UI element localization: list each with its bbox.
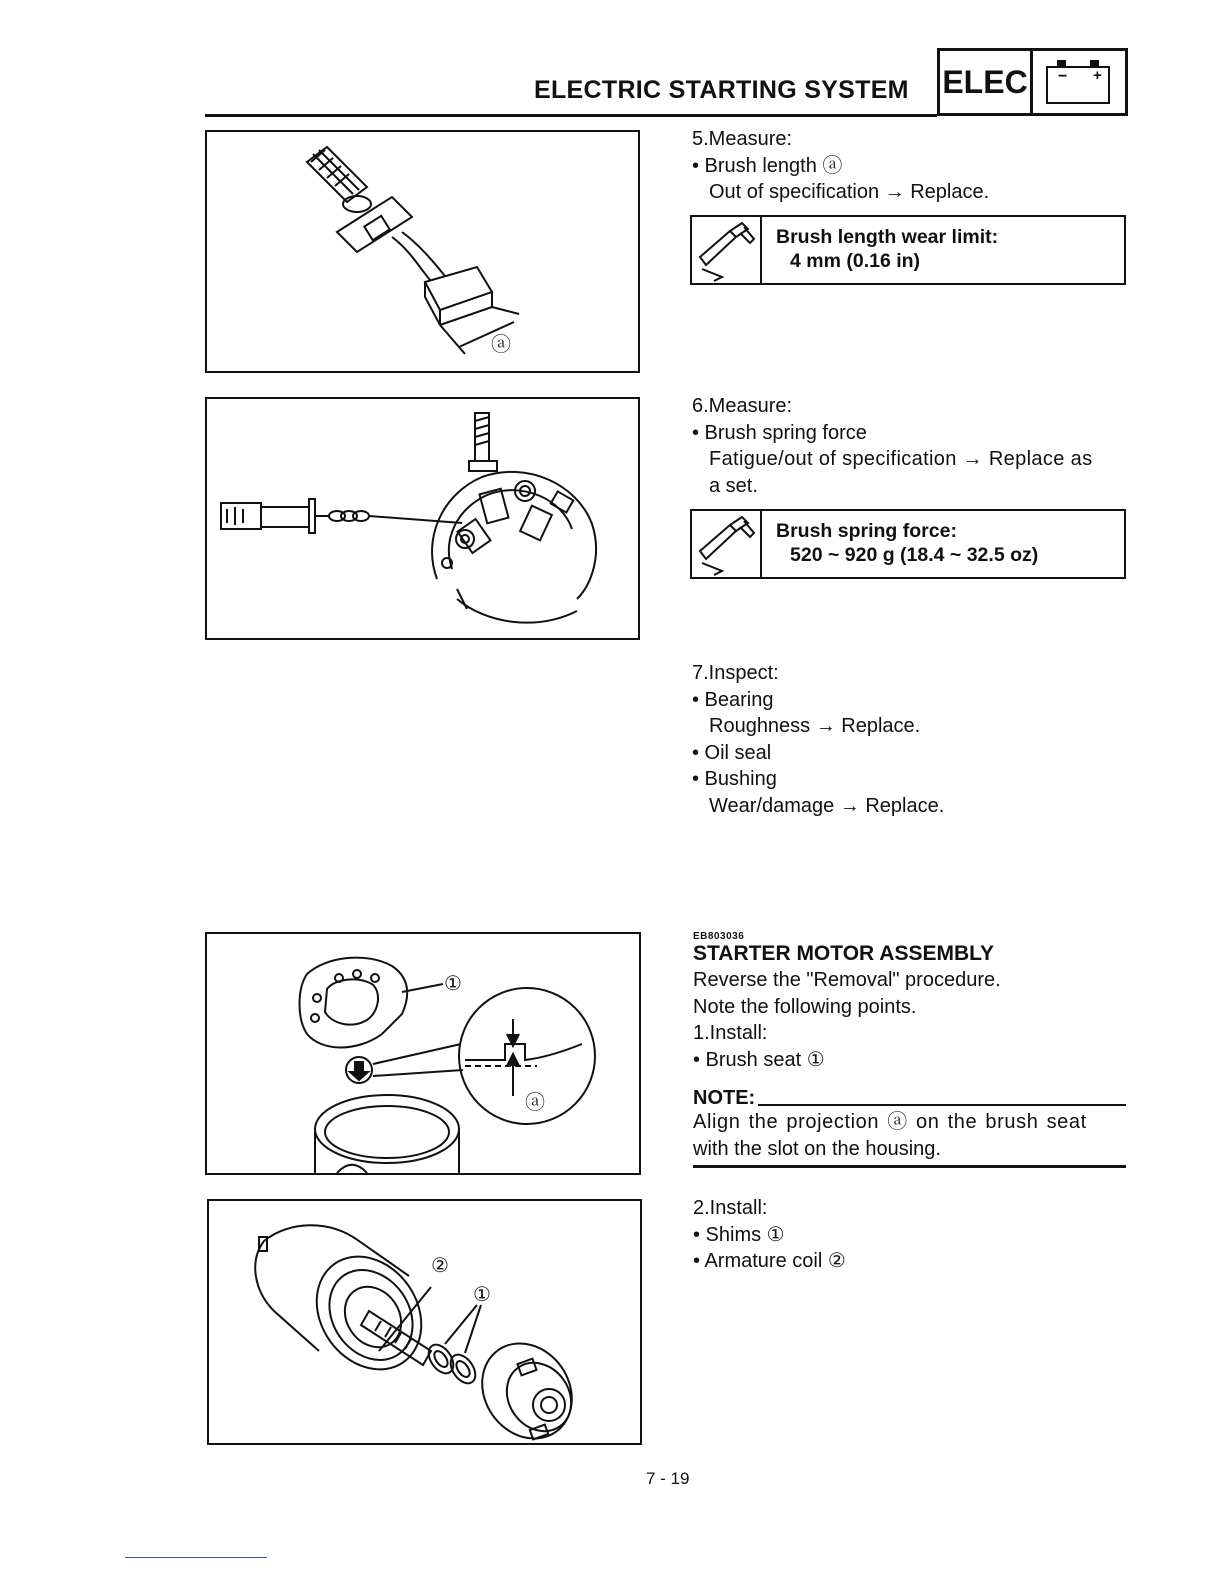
step6-text xyxy=(692,393,1092,499)
brush-diagram xyxy=(207,132,638,371)
page-number: 7 - 19 xyxy=(646,1469,690,1488)
note-line-1: Align the projection ⓐ on the brush seat xyxy=(693,1111,1087,1133)
install2-item-1: • Shims ① xyxy=(693,1223,785,1246)
figure-brush-length xyxy=(205,130,640,373)
spec1-value: 4 mm (0.16 in) xyxy=(790,250,921,272)
footer-rule xyxy=(125,1557,267,1558)
note-label: NOTE: xyxy=(693,1087,756,1109)
spec-box-spring-force xyxy=(690,509,1126,579)
figure-armature xyxy=(207,1199,642,1445)
step6-heading: 6.Measure: xyxy=(692,395,793,417)
battery-icon xyxy=(1033,51,1125,113)
step7-item-2: • Oil seal xyxy=(692,741,772,764)
spec2-value: 520 ~ 920 g (18.4 ~ 32.5 oz) xyxy=(790,544,1039,566)
header-rule xyxy=(205,114,937,117)
install1-heading: 1.Install: xyxy=(693,1022,768,1044)
step5-text xyxy=(692,126,989,206)
install2-text xyxy=(693,1195,846,1275)
figure-spring-force xyxy=(205,397,640,640)
step7-detail-3: Wear/damage → Replace. xyxy=(709,794,945,817)
step6-item: • Brush spring force xyxy=(692,421,867,444)
battery-plus: + xyxy=(1093,67,1102,84)
assembly-text xyxy=(693,967,1001,1073)
step6-detail-2: a set. xyxy=(709,474,758,497)
step7-item-3: • Bushing xyxy=(692,768,777,790)
note-text xyxy=(693,1109,1087,1162)
section-badge: ELEC xyxy=(937,48,1033,116)
battery-badge xyxy=(1033,48,1128,116)
install2-item-2: • Armature coil ② xyxy=(693,1250,846,1272)
spec-box-brush-length xyxy=(690,215,1126,285)
battery-minus: − xyxy=(1058,68,1068,85)
assembly-line-2: Note the following points. xyxy=(693,995,917,1018)
page-title: ELECTRIC STARTING SYSTEM xyxy=(534,76,909,104)
step5-item: • Brush length ⓐ xyxy=(692,154,843,177)
step5-detail: Out of specification → Replace. xyxy=(709,181,990,203)
step7-detail-1: Roughness → Replace. xyxy=(709,715,921,737)
figure-brush-seat xyxy=(205,932,641,1175)
install2-heading: 2.Install: xyxy=(693,1197,768,1219)
install1-item: • Brush seat ① xyxy=(693,1048,825,1071)
spec1-label: Brush length wear limit: xyxy=(776,226,999,248)
spring-scale-diagram xyxy=(207,399,638,638)
step5-heading: 5.Measure: xyxy=(692,128,793,150)
step6-detail-1: Fatigue/out of specification → Replace as xyxy=(709,448,1093,470)
figure-label-a: ⓐ xyxy=(491,334,511,356)
note-bottom-rule xyxy=(693,1165,1126,1168)
caliper-icon-2 xyxy=(692,511,762,577)
armature-diagram xyxy=(209,1201,640,1443)
brush-seat-diagram xyxy=(207,934,639,1173)
section-title: STARTER MOTOR ASSEMBLY xyxy=(693,942,995,965)
figure-label-a-2: ⓐ xyxy=(525,1092,545,1114)
figure-label-1-b: ① xyxy=(473,1284,491,1306)
step7-item-1: • Bearing xyxy=(692,688,774,711)
section-code: EB803036 xyxy=(693,931,745,942)
spec2-label: Brush spring force: xyxy=(776,520,957,542)
caliper-icon xyxy=(692,217,762,283)
step7-text xyxy=(692,660,944,819)
figure-label-1: ① xyxy=(444,973,462,995)
step7-heading: 7.Inspect: xyxy=(692,662,779,684)
assembly-line-1: Reverse the "Removal" procedure. xyxy=(693,969,1001,991)
figure-label-2: ② xyxy=(431,1255,449,1277)
note-line-2: with the slot on the housing. xyxy=(693,1137,941,1160)
note-top-rule xyxy=(758,1104,1126,1106)
